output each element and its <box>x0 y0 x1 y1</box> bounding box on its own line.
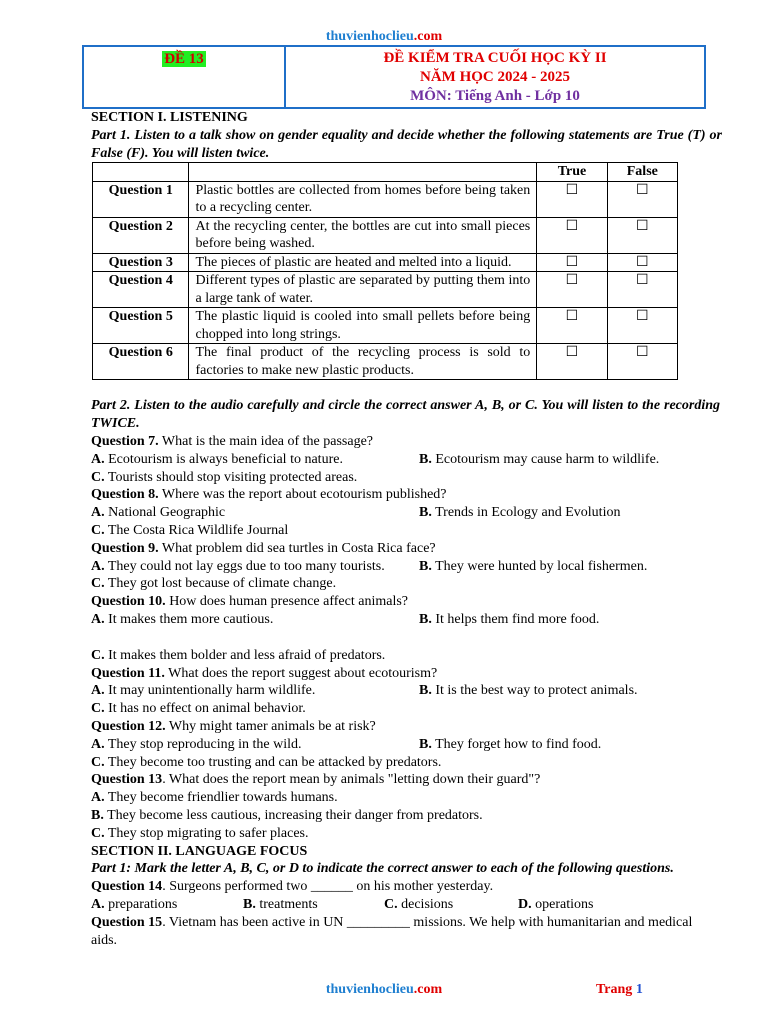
question-number: Question 4 <box>93 272 189 308</box>
question-stem: Question 10. How does human presence affect animals? <box>91 594 409 610</box>
true-checkbox[interactable]: ☐ <box>537 181 607 217</box>
option-a[interactable]: A. They could not lay eggs due to too many tourists. <box>91 558 385 574</box>
question-number: Question 6 <box>93 344 189 380</box>
exam-content <box>91 109 720 949</box>
statement: Plastic bottles are collected from homes before being taken to a recycling center. <box>189 181 537 217</box>
question-number: Question 5 <box>93 308 189 344</box>
school-year: NĂM HỌC 2024 - 2025 <box>420 69 570 85</box>
statement: Different types of plastic are separated by putting them into a large tank of water. <box>189 272 537 308</box>
option-b[interactable]: B. Ecotourism may cause harm to wildlife. <box>419 451 660 467</box>
option-c[interactable]: C. They got lost because of climate change. <box>91 576 337 592</box>
table-header <box>189 163 537 182</box>
false-checkbox[interactable]: ☐ <box>607 308 677 344</box>
answer-options <box>91 682 720 700</box>
option-b[interactable]: B. treatments <box>243 896 318 912</box>
option-c[interactable]: C. They become too trusting and can be attacked by predators. <box>91 754 442 770</box>
true-checkbox[interactable]: ☐ <box>537 272 607 308</box>
answer-options <box>91 611 720 629</box>
question-stem: Question 14. Surgeons performed two ______ on his mother yesterday. <box>91 879 494 895</box>
question-stem: Question 13. What does the report mean by animals "letting down their guard"? <box>91 772 541 788</box>
answer-options <box>91 896 720 914</box>
section-title: SECTION II. LANGUAGE FOCUS <box>91 843 308 859</box>
part-instruction: Part 1. Listen to a talk show on gender equality and decide whether the following statements are True (T) or False (F). You will listen twice. <box>91 127 722 161</box>
part-instruction: Part 2. Listen to the audio carefully and circle the correct answer A, B, or C. You will listen to the recording TWICE. <box>91 398 720 432</box>
option-a[interactable]: A. It may unintentionally harm wildlife. <box>91 683 316 699</box>
question-number: Question 3 <box>93 253 189 272</box>
table-row <box>93 344 678 380</box>
option-c[interactable]: C. Tourists should stop visiting protected areas. <box>91 469 358 485</box>
option-a[interactable]: A. It makes them more cautious. <box>91 611 274 627</box>
table-row <box>93 253 678 272</box>
question-stem: Question 8. Where was the report about ecotourism published? <box>91 487 447 503</box>
table-row <box>93 217 678 253</box>
option-b[interactable]: B. They become less cautious, increasing their danger from predators. <box>91 807 483 823</box>
answer-options <box>91 736 720 754</box>
option-a[interactable]: A. They become friendlier towards humans. <box>91 790 338 806</box>
table-row <box>93 308 678 344</box>
option-c[interactable]: C. decisions <box>384 896 454 912</box>
false-checkbox[interactable]: ☐ <box>607 217 677 253</box>
option-c[interactable]: C. They stop migrating to safer places. <box>91 825 309 841</box>
option-c[interactable]: C. The Costa Rica Wildlife Journal <box>91 522 289 538</box>
false-checkbox[interactable]: ☐ <box>607 344 677 380</box>
answer-options <box>91 451 720 469</box>
table-row <box>93 272 678 308</box>
exam-title-cell <box>286 47 704 107</box>
exam-header <box>82 45 706 109</box>
answer-options <box>91 558 720 576</box>
true-checkbox[interactable]: ☐ <box>537 308 607 344</box>
true-false-table <box>92 162 678 380</box>
option-b[interactable]: B. It helps them find more food. <box>419 611 600 627</box>
exam-code: ĐỀ 13 <box>164 51 204 67</box>
site-watermark-bottom: thuvienhoclieu.com <box>325 982 443 997</box>
exam-code-cell <box>84 47 286 107</box>
table-header-true: True <box>537 163 607 182</box>
false-checkbox[interactable]: ☐ <box>607 253 677 272</box>
option-c[interactable]: C. It has no effect on animal behavior. <box>91 701 306 717</box>
false-checkbox[interactable]: ☐ <box>607 272 677 308</box>
question-stem: Question 15. Vietnam has been active in UN _________ missions. We help with humanitarian and medical aids. <box>91 914 693 948</box>
option-c[interactable]: C. It makes them bolder and less afraid of predators. <box>91 647 386 663</box>
question-number: Question 2 <box>93 217 189 253</box>
question-stem: Question 9. What problem did sea turtles in Costa Rica face? <box>91 540 436 556</box>
option-a[interactable]: A. preparations <box>91 896 178 912</box>
table-header-row <box>93 163 678 182</box>
statement: The final product of the recycling process is sold to factories to make new plastic products. <box>189 344 537 380</box>
table-header-false: False <box>607 163 677 182</box>
option-b[interactable]: B. It is the best way to protect animals. <box>419 683 638 699</box>
option-a[interactable]: A. National Geographic <box>91 505 226 521</box>
statement: The plastic liquid is cooled into small pellets before being chopped into long strings. <box>189 308 537 344</box>
true-checkbox[interactable]: ☐ <box>537 217 607 253</box>
subject: MÔN: Tiếng Anh - Lớp 10 <box>410 88 580 104</box>
statement: At the recycling center, the bottles are cut into small pieces before being washed. <box>189 217 537 253</box>
part-instruction: Part 1: Mark the letter A, B, C, or D to indicate the correct answer to each of the following questions. <box>91 861 674 877</box>
statement: The pieces of plastic are heated and melted into a liquid. <box>189 253 537 272</box>
exam-title: ĐỀ KIỂM TRA CUỐI HỌC KỲ II <box>383 50 607 66</box>
question-stem: Question 12. Why might tamer animals be at risk? <box>91 718 376 734</box>
false-checkbox[interactable]: ☐ <box>607 181 677 217</box>
section-title: SECTION I. LISTENING <box>91 110 248 125</box>
table-row <box>93 181 678 217</box>
question-stem: Question 11. What does the report suggest about ecotourism? <box>91 665 438 681</box>
true-checkbox[interactable]: ☐ <box>537 344 607 380</box>
option-b[interactable]: B. They forget how to find food. <box>419 736 602 752</box>
option-b[interactable]: B. They were hunted by local fishermen. <box>419 558 648 574</box>
option-a[interactable]: A. Ecotourism is always beneficial to nature. <box>91 451 343 467</box>
site-watermark-top: thuvienhoclieu.com <box>325 29 443 44</box>
option-b[interactable]: B. Trends in Ecology and Evolution <box>419 505 621 521</box>
page-number: Trang 1 <box>596 982 643 997</box>
true-checkbox[interactable]: ☐ <box>537 253 607 272</box>
option-a[interactable]: A. They stop reproducing in the wild. <box>91 736 302 752</box>
option-d[interactable]: D. operations <box>518 896 594 912</box>
table-header <box>93 163 189 182</box>
answer-options <box>91 504 720 522</box>
question-number: Question 1 <box>93 181 189 217</box>
question-stem: Question 7. What is the main idea of the passage? <box>91 433 374 449</box>
